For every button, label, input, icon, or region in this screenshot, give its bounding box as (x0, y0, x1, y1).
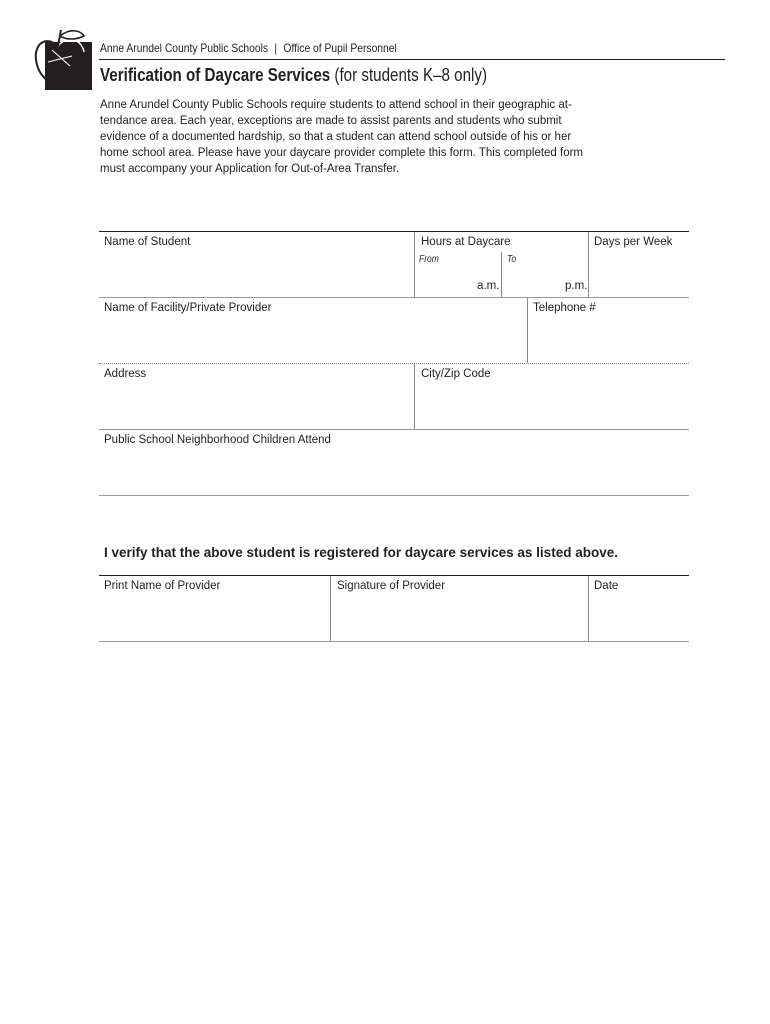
header-rule (99, 59, 725, 60)
form-title-rest: (for students K–8 only) (330, 64, 488, 85)
public-school-field[interactable]: Public School Neighborhood Children Attend (104, 434, 331, 446)
row-rule (99, 363, 689, 364)
intro-line: evidence of a documented hardship, so that a student can attend school outside of his or her (100, 131, 572, 143)
row-rule (99, 495, 689, 496)
verification-statement: I verify that the above student is registered for daycare services as listed above. (104, 545, 618, 560)
print-name-field[interactable]: Print Name of Provider (104, 580, 221, 592)
hours-at-daycare-label: Hours at Daycare (421, 236, 511, 248)
name-of-student-field[interactable]: Name of Student (104, 236, 191, 248)
to-label: To (507, 254, 517, 265)
divider (501, 252, 502, 297)
divider (588, 232, 589, 297)
city-zip-field[interactable]: City/Zip Code (421, 368, 491, 380)
form-top-rule (99, 231, 689, 232)
divider (414, 364, 415, 429)
row-rule (99, 297, 689, 298)
to-time-field[interactable]: p.m. (565, 280, 588, 292)
signature-field[interactable]: Signature of Provider (337, 580, 446, 592)
verification-top-rule (99, 575, 689, 576)
divider (414, 232, 415, 297)
telephone-field[interactable]: Telephone # (533, 302, 596, 314)
organization-name: Anne Arundel County Public Schools (100, 41, 269, 55)
form-title-bold: Verification of Daycare Services (100, 64, 331, 85)
intro-line: Anne Arundel County Public Schools require students to attend school in their geographic at- (100, 99, 572, 111)
intro-paragraph (100, 97, 630, 177)
intro-line: must accompany your Application for Out-of-Area Transfer. (100, 163, 400, 175)
school-logo (32, 26, 92, 90)
header-separator: | (274, 41, 278, 55)
intro-line: tendance area. Each year, exceptions are made to assist parents and students who submit (100, 115, 562, 127)
address-field[interactable]: Address (104, 368, 147, 380)
intro-line: home school area. Please have your daycare provider complete this form. This completed form (100, 147, 584, 159)
divider (588, 576, 589, 641)
divider (527, 298, 528, 363)
row-rule (99, 429, 689, 430)
divider (330, 576, 331, 641)
header-org-line (100, 41, 397, 55)
office-name: Office of Pupil Personnel (283, 41, 397, 55)
facility-name-field[interactable]: Name of Facility/Private Provider (104, 302, 272, 314)
date-field[interactable]: Date (594, 580, 619, 592)
days-per-week-field[interactable]: Days per Week (594, 236, 673, 248)
from-label: From (419, 254, 439, 265)
verification-bottom-rule (99, 641, 689, 642)
from-time-field[interactable]: a.m. (477, 280, 500, 292)
form-title (100, 64, 487, 86)
